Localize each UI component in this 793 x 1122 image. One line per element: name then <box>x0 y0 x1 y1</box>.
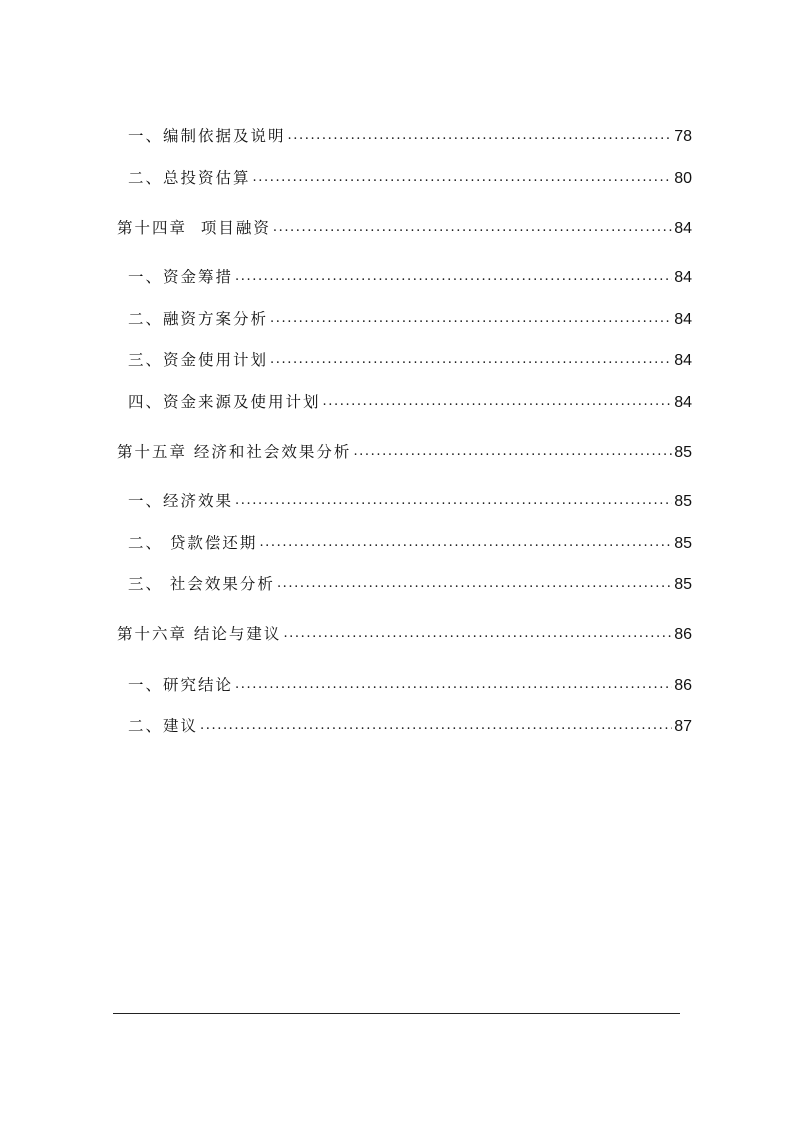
toc-entry[interactable] <box>128 263 692 287</box>
toc-entry-page: 87 <box>674 718 692 735</box>
toc-entry[interactable] <box>128 529 692 553</box>
toc-entry-page: 78 <box>674 128 692 145</box>
toc-entry-title: 一、经济效果 <box>128 492 234 510</box>
toc-entry-title: 三、资金使用计划 <box>128 351 269 369</box>
toc-entry[interactable] <box>128 570 692 594</box>
toc-entry-title: 第十四章 项目融资 <box>117 219 271 237</box>
toc-entry-page: 80 <box>674 170 692 187</box>
toc-entry-title: 三、 社会效果分析 <box>128 575 275 593</box>
toc-entry[interactable] <box>128 305 692 329</box>
toc-entry[interactable] <box>128 122 692 146</box>
toc-entry-page: 86 <box>674 677 692 694</box>
toc-entry-page: 86 <box>674 626 692 643</box>
toc-leader-dots <box>253 168 673 188</box>
toc-entry[interactable] <box>128 346 692 370</box>
toc-entry[interactable] <box>128 164 692 188</box>
toc-leader-dots <box>259 533 672 553</box>
toc-entry-title: 第十六章 结论与建议 <box>117 625 282 643</box>
toc-entry-page: 84 <box>674 311 692 328</box>
toc-leader-dots <box>273 218 672 238</box>
toc-entry-page: 84 <box>674 220 692 237</box>
toc-entry-title: 二、融资方案分析 <box>128 310 269 328</box>
toc-entry-page: 85 <box>674 493 692 510</box>
toc-entry-title: 一、编制依据及说明 <box>128 127 286 145</box>
toc-entry-title: 一、资金筹措 <box>128 268 234 286</box>
toc-entry-page: 84 <box>674 352 692 369</box>
toc-leader-dots <box>200 716 672 736</box>
toc-entry[interactable] <box>128 671 692 695</box>
toc-entry-page: 85 <box>674 535 692 552</box>
toc-entry-title: 一、研究结论 <box>128 676 234 694</box>
toc-chapter-entry[interactable] <box>117 438 692 462</box>
toc-chapter-entry[interactable] <box>117 620 692 644</box>
footer-divider <box>113 1013 680 1014</box>
toc-entry-title: 第十五章 经济和社会效果分析 <box>117 443 352 461</box>
toc-leader-dots <box>283 624 672 644</box>
toc-entry[interactable] <box>128 487 692 511</box>
toc-leader-dots <box>235 675 672 695</box>
toc-entry-title: 四、资金来源及使用计划 <box>128 393 321 411</box>
toc-chapter-entry[interactable] <box>117 214 692 238</box>
toc-leader-dots <box>270 309 672 329</box>
toc-entry-page: 85 <box>674 576 692 593</box>
toc-entry-title: 二、 贷款偿还期 <box>128 534 258 552</box>
toc-entry[interactable] <box>128 712 692 736</box>
toc-entry-title: 二、建议 <box>128 717 199 735</box>
toc-entry-page: 85 <box>674 444 692 461</box>
toc-leader-dots <box>235 267 672 287</box>
toc-entry-page: 84 <box>674 269 692 286</box>
toc-entry[interactable] <box>128 388 692 412</box>
toc-entry-title: 二、总投资估算 <box>128 169 251 187</box>
toc-leader-dots <box>323 392 673 412</box>
toc-leader-dots <box>270 350 672 370</box>
toc-leader-dots <box>353 442 672 462</box>
toc-entry-page: 84 <box>674 394 692 411</box>
toc-leader-dots <box>235 491 672 511</box>
toc-leader-dots <box>277 574 672 594</box>
toc-leader-dots <box>288 126 673 146</box>
